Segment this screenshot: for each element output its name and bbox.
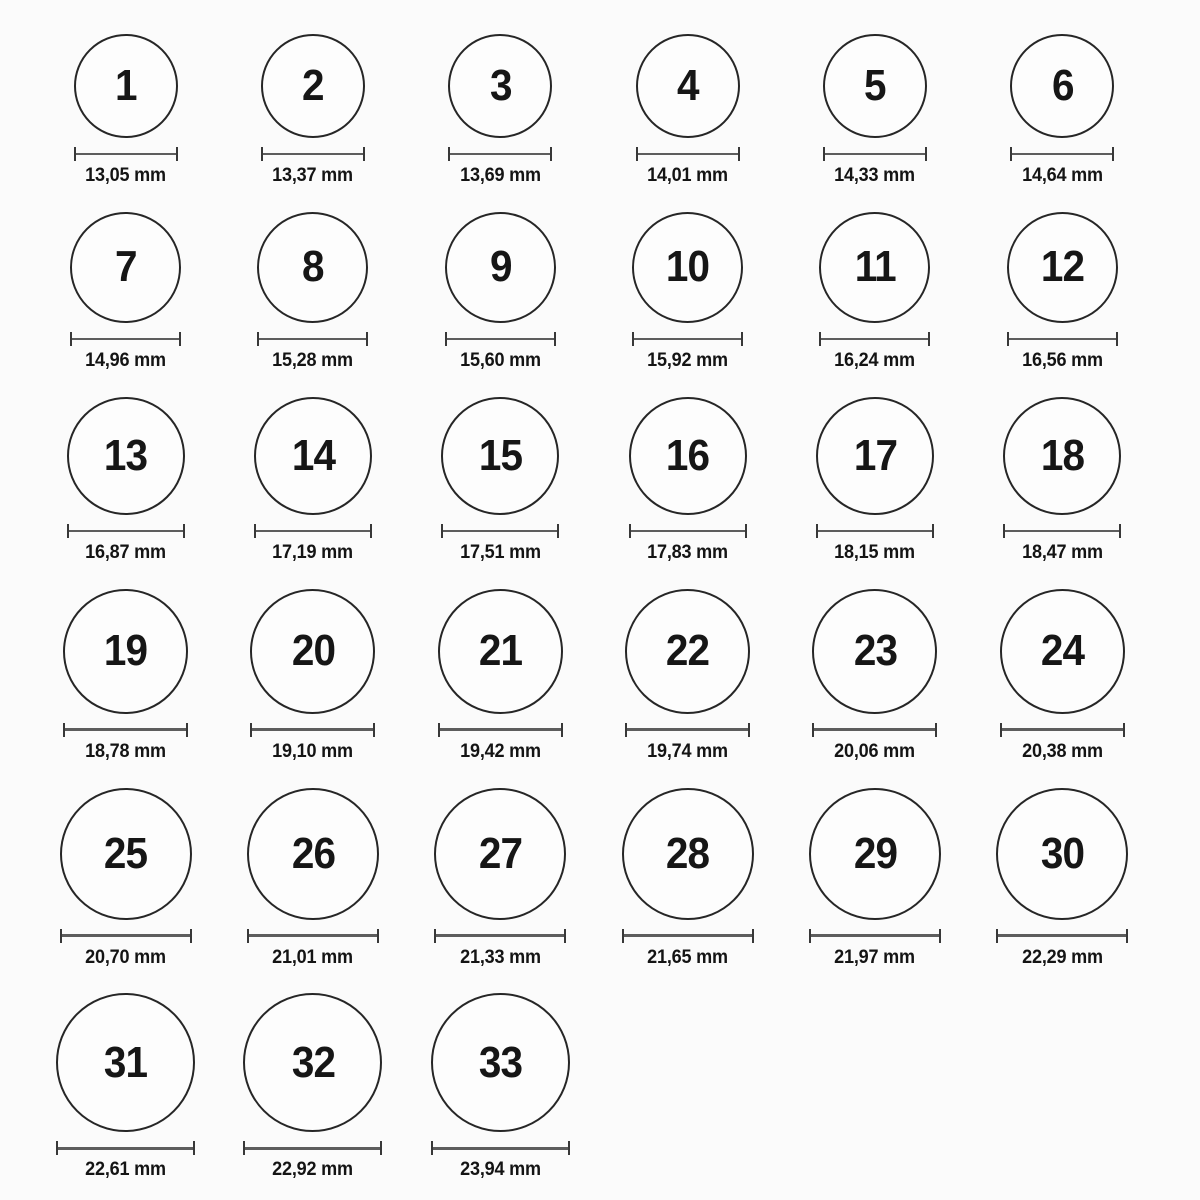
ring-size-item xyxy=(261,34,365,187)
diameter-measure-line xyxy=(629,524,747,538)
ring-size-item xyxy=(996,788,1128,969)
ring-size-number: 5 xyxy=(864,61,886,110)
ring-size-number: 22 xyxy=(666,626,710,676)
diameter-measure-line xyxy=(622,929,754,943)
ring-circle xyxy=(816,397,934,515)
ring-size-item xyxy=(257,212,368,372)
diameter-measure-line xyxy=(261,147,365,161)
ring-size-item xyxy=(1007,212,1118,372)
chart-row xyxy=(32,993,1156,1181)
ring-size-number: 27 xyxy=(478,828,522,878)
chart-row xyxy=(32,788,1156,969)
diameter-label: 17,19 mm xyxy=(272,541,354,563)
ring-size-item xyxy=(74,34,178,187)
ring-size-item xyxy=(434,788,566,969)
diameter-measure-line xyxy=(243,1141,382,1155)
ring-size-item xyxy=(445,212,556,372)
diameter-label: 18,78 mm xyxy=(85,740,167,762)
diameter-label: 13,37 mm xyxy=(272,165,354,186)
diameter-measure-line xyxy=(254,524,372,538)
ring-size-item xyxy=(250,589,375,763)
diameter-label: 21,97 mm xyxy=(834,946,916,968)
diameter-label: 22,61 mm xyxy=(85,1159,167,1181)
ring-size-item xyxy=(819,212,930,372)
ring-size-number: 33 xyxy=(478,1037,522,1087)
diameter-measure-line xyxy=(809,929,941,943)
ring-size-item xyxy=(1003,397,1121,564)
ring-circle xyxy=(56,993,195,1132)
ring-size-item xyxy=(448,34,552,187)
ring-size-item xyxy=(636,34,740,187)
ring-circle xyxy=(74,34,178,138)
chart-row xyxy=(32,589,1156,763)
ring-size-number: 6 xyxy=(1051,61,1074,110)
diameter-label: 21,33 mm xyxy=(459,946,541,968)
ring-size-number: 20 xyxy=(291,626,335,676)
diameter-measure-line xyxy=(250,723,375,737)
ring-size-number: 26 xyxy=(291,828,335,878)
ring-size-number: 24 xyxy=(1040,626,1084,676)
ring-circle xyxy=(261,34,365,138)
diameter-label: 20,38 mm xyxy=(1021,740,1103,762)
ring-size-number: 32 xyxy=(291,1037,335,1087)
chart-row xyxy=(32,212,1156,372)
diameter-label: 22,29 mm xyxy=(1021,946,1103,968)
ring-size-number: 11 xyxy=(854,242,896,292)
ring-size-item xyxy=(1000,589,1125,763)
diameter-label: 21,65 mm xyxy=(647,946,729,968)
diameter-label: 22,92 mm xyxy=(272,1159,354,1181)
diameter-measure-line xyxy=(60,929,192,943)
diameter-label: 15,28 mm xyxy=(272,349,354,371)
diameter-label: 14,64 mm xyxy=(1021,165,1103,186)
ring-size-number: 19 xyxy=(104,626,148,676)
ring-size-item xyxy=(622,788,754,969)
ring-circle xyxy=(438,589,563,714)
diameter-label: 19,10 mm xyxy=(272,740,354,762)
diameter-measure-line xyxy=(63,723,188,737)
diameter-measure-line xyxy=(625,723,750,737)
diameter-label: 17,83 mm xyxy=(647,541,729,563)
diameter-measure-line xyxy=(816,524,934,538)
diameter-label: 21,01 mm xyxy=(272,946,354,968)
ring-circle xyxy=(823,34,927,138)
diameter-measure-line xyxy=(70,332,181,346)
ring-circle xyxy=(809,788,941,920)
ring-size-number: 12 xyxy=(1040,242,1084,292)
ring-size-item xyxy=(809,788,941,969)
diameter-measure-line xyxy=(431,1141,570,1155)
ring-circle xyxy=(622,788,754,920)
ring-size-item xyxy=(823,34,927,187)
ring-circle xyxy=(67,397,185,515)
ring-circle xyxy=(445,212,556,323)
ring-circle xyxy=(431,993,570,1132)
diameter-measure-line xyxy=(1007,332,1118,346)
diameter-measure-line xyxy=(438,723,563,737)
ring-size-number: 4 xyxy=(676,61,699,110)
diameter-measure-line xyxy=(1000,723,1125,737)
diameter-measure-line xyxy=(812,723,937,737)
ring-size-item xyxy=(56,993,195,1181)
ring-size-number: 17 xyxy=(853,430,897,480)
diameter-label: 14,96 mm xyxy=(85,349,167,371)
ring-size-item xyxy=(1010,34,1114,187)
ring-circle xyxy=(632,212,743,323)
ring-circle xyxy=(434,788,566,920)
ring-size-item xyxy=(816,397,934,564)
diameter-label: 20,70 mm xyxy=(85,946,167,968)
ring-circle xyxy=(63,589,188,714)
ring-size-item xyxy=(438,589,563,763)
ring-circle xyxy=(625,589,750,714)
diameter-measure-line xyxy=(632,332,743,346)
ring-size-item xyxy=(629,397,747,564)
ring-size-number: 23 xyxy=(853,626,897,676)
ring-size-item xyxy=(441,397,559,564)
ring-size-number: 14 xyxy=(291,430,335,480)
ring-circle xyxy=(247,788,379,920)
diameter-measure-line xyxy=(996,929,1128,943)
ring-circle xyxy=(441,397,559,515)
ring-circle xyxy=(812,589,937,714)
ring-size-number: 25 xyxy=(104,828,148,878)
ring-size-number: 18 xyxy=(1040,430,1084,480)
ring-circle xyxy=(1000,589,1125,714)
ring-size-number: 7 xyxy=(114,242,137,292)
ring-size-item xyxy=(243,993,382,1181)
diameter-label: 18,47 mm xyxy=(1021,541,1103,563)
chart-row xyxy=(32,34,1156,187)
ring-size-number: 31 xyxy=(104,1037,148,1087)
ring-size-item xyxy=(431,993,570,1181)
diameter-measure-line xyxy=(74,147,178,161)
diameter-measure-line xyxy=(257,332,368,346)
diameter-measure-line xyxy=(823,147,927,161)
ring-circle xyxy=(629,397,747,515)
ring-size-item xyxy=(70,212,181,372)
diameter-measure-line xyxy=(247,929,379,943)
diameter-label: 13,05 mm xyxy=(85,165,167,186)
ring-size-number: 13 xyxy=(104,430,148,480)
ring-size-number: 1 xyxy=(114,61,137,110)
ring-size-number: 28 xyxy=(666,828,710,878)
diameter-label: 14,33 mm xyxy=(834,165,916,186)
diameter-label: 17,51 mm xyxy=(459,541,541,563)
diameter-label: 19,42 mm xyxy=(459,740,541,762)
ring-size-item xyxy=(60,788,192,969)
diameter-measure-line xyxy=(636,147,740,161)
diameter-label: 16,87 mm xyxy=(85,541,167,563)
diameter-measure-line xyxy=(56,1141,195,1155)
ring-size-number: 3 xyxy=(489,61,512,110)
diameter-label: 19,74 mm xyxy=(647,740,729,762)
diameter-label: 15,92 mm xyxy=(647,349,729,371)
ring-size-number: 30 xyxy=(1040,828,1084,878)
ring-size-item xyxy=(67,397,185,564)
ring-circle xyxy=(636,34,740,138)
ring-circle xyxy=(819,212,930,323)
diameter-measure-line xyxy=(448,147,552,161)
ring-circle xyxy=(996,788,1128,920)
diameter-label: 16,24 mm xyxy=(834,349,916,371)
diameter-label: 20,06 mm xyxy=(834,740,916,762)
ring-size-item xyxy=(63,589,188,763)
diameter-label: 13,69 mm xyxy=(459,165,541,186)
ring-size-item xyxy=(632,212,743,372)
diameter-label: 15,60 mm xyxy=(459,349,541,371)
ring-circle xyxy=(1003,397,1121,515)
ring-size-item xyxy=(254,397,372,564)
ring-circle xyxy=(1010,34,1114,138)
chart-row xyxy=(32,397,1156,564)
ring-circle xyxy=(60,788,192,920)
ring-circle xyxy=(1007,212,1118,323)
ring-circle xyxy=(257,212,368,323)
diameter-label: 18,15 mm xyxy=(834,541,916,563)
ring-circle xyxy=(250,589,375,714)
ring-size-number: 9 xyxy=(489,242,512,292)
diameter-measure-line xyxy=(67,524,185,538)
ring-circle xyxy=(243,993,382,1132)
ring-size-number: 15 xyxy=(478,430,522,480)
diameter-measure-line xyxy=(1003,524,1121,538)
ring-size-number: 10 xyxy=(666,242,710,292)
diameter-measure-line xyxy=(445,332,556,346)
diameter-measure-line xyxy=(1010,147,1114,161)
diameter-measure-line xyxy=(441,524,559,538)
ring-size-number: 21 xyxy=(478,626,522,676)
diameter-label: 16,56 mm xyxy=(1021,349,1103,371)
diameter-measure-line xyxy=(434,929,566,943)
ring-size-number: 8 xyxy=(302,242,324,292)
ring-size-item xyxy=(247,788,379,969)
ring-circle xyxy=(70,212,181,323)
diameter-label: 14,01 mm xyxy=(647,165,729,186)
ring-size-item xyxy=(625,589,750,763)
ring-circle xyxy=(448,34,552,138)
diameter-label: 23,94 mm xyxy=(459,1159,541,1181)
ring-size-number: 29 xyxy=(853,828,897,878)
diameter-measure-line xyxy=(819,332,930,346)
ring-size-number: 2 xyxy=(302,61,324,110)
ring-size-number: 16 xyxy=(666,430,710,480)
ring-circle xyxy=(254,397,372,515)
ring-size-item xyxy=(812,589,937,763)
